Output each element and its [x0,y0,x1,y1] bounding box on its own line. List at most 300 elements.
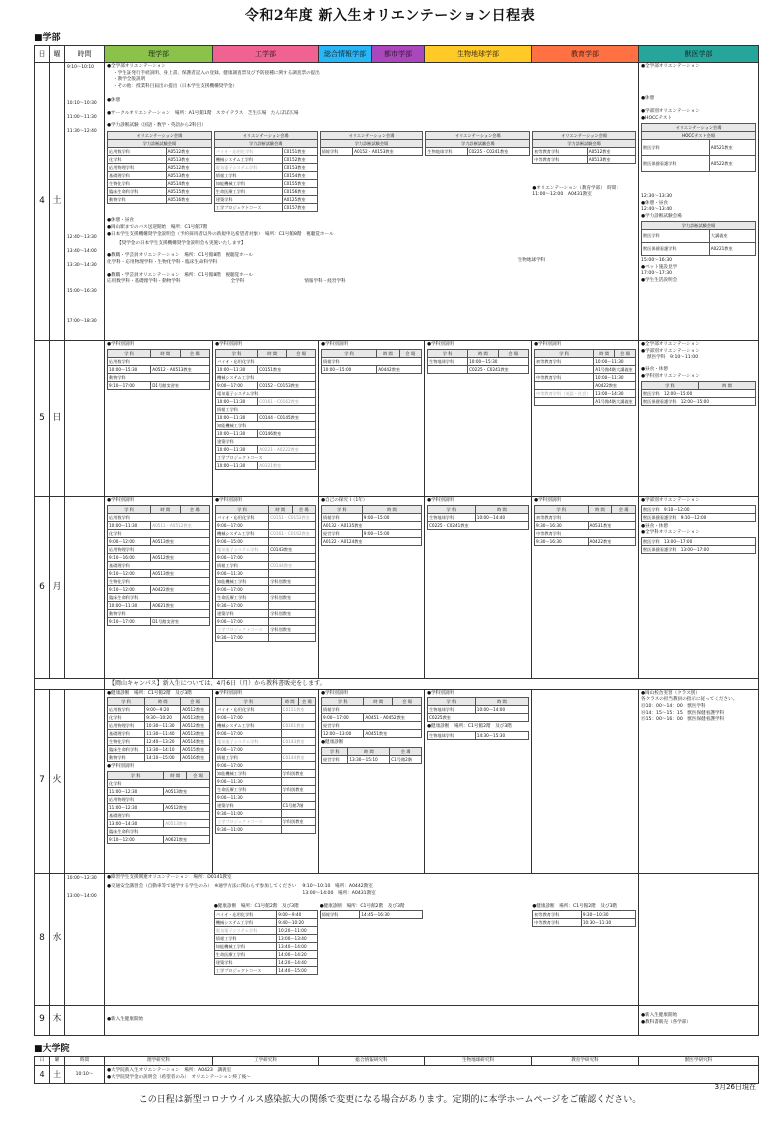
schedule-table [34,45,759,1036]
day8-engineering [214,904,318,978]
all-event: ●休憩 [107,97,121,103]
grad-events [105,1066,759,1084]
time: 9:30〜17:00 [216,601,269,609]
dept: 初等教育学科 [533,911,582,919]
engineering-table [215,697,316,834]
time: 9:10〜12:00 [108,585,151,593]
dept: バイオ・応用化学科 [214,911,277,919]
day-cell: 9 [35,1005,50,1035]
day7-biosphere [425,689,532,873]
grad-row [35,1066,759,1084]
room: 学科別教室 [269,625,316,633]
dept: 電気電子システム学科 [216,389,316,397]
biosphere-heading-2: ●健康診断 場所：C1号館2階 及び3階 [427,724,512,730]
dept: 基礎理学科 [108,730,145,738]
dept: 知能機械工学科 [216,421,316,429]
dept: 生物地球学科 [428,706,476,714]
room: C0151教室 [258,365,316,373]
room: A0512教室 [181,706,210,714]
time: 9:00〜15:00 [216,537,269,545]
vet-time: 12:30〜13:30 [641,193,673,199]
col-time: 時 間 [362,505,421,513]
time: 9:10〜16:00 [108,553,151,561]
room: C0161・C0162教室 [258,397,316,405]
time-cell [65,873,105,1005]
room: C1号館7階 [281,802,315,810]
room: A0512教室 [587,148,635,156]
dept: 応用数学科 [108,706,145,714]
time: 13:40〜14:00 [277,943,317,951]
dept: 機械システム工学科 [216,529,269,537]
time: 9:30〜11:00 [216,826,282,834]
room: C0151教室 [281,706,315,714]
dept: 応用物理学科 [108,795,210,803]
header-day: 日 [35,46,50,63]
dept: 獣医保健看護学科 [642,242,710,255]
scholarship-note: 【奨学金の日本学生支援機構奨学金説明会も実施いたします】 [117,241,246,247]
col-time: 時 間 [348,747,390,755]
col-time: 時 間 [269,505,292,513]
dept: バイオ・応用化学科 [216,513,269,521]
room: C0146教室 [258,429,316,437]
vet-event: ●昼食・休憩 [641,367,668,373]
orient-label: オリエンテーション会場 [426,132,530,140]
teacher-orientation-1 [107,253,636,266]
vet-event: ●新入生健康開始 [641,1013,678,1019]
time: 9:30〜17:00 [216,633,269,641]
dept: 基礎理学科 [108,561,210,569]
day-cell: 6 [35,497,50,679]
time: 9:00〜17:00 [216,553,269,561]
room: A0513教室 [164,787,210,795]
time: 10:00〜11:30 [216,429,258,437]
disclaimer-note: この日程は新型コロナウイルス感染拡大の関係で変更になる場合があります。定期的に本学ホームページをご確認ください。 [138,1095,642,1105]
vet-event: ●休憩 [641,95,655,101]
time-cell [65,497,105,679]
room: A0512教室 [164,803,210,811]
room: A0513教室 [151,569,210,577]
informatics-heading: ●学科別説明 [321,690,348,696]
header-faculty-urban: 都市学部 [372,46,425,63]
dept: 臨床生命科学科 [108,188,167,196]
time: 9:00〜17:00 [216,714,282,722]
col-dept: 学 科 [322,747,348,755]
time: 10:30〜11:30 [145,722,181,730]
day4-veterinary [639,63,759,341]
vet-event: ●学部別オリエンテーション [641,498,700,503]
vet-slot: ⑬10：00〜14：00 獣医学科 [641,703,706,709]
education-room-table [532,131,636,164]
time: 10:00〜14:40 [475,513,528,521]
room: A0513教室 [151,537,210,545]
traffic-row [107,884,636,897]
vet-event: ●学部別オリエンテーション [641,109,700,115]
dept: 機械システム工学科 [214,919,277,927]
room: A0513教室 [181,714,210,722]
time: 12:40〜13:20 [145,738,181,746]
dept: 基礎理学科 [108,172,167,180]
day-cell: 5 [35,341,50,497]
grad-header-informatics: 総合情報研究科 [319,1057,425,1066]
dow-cell: 火 [50,689,65,873]
room: A0513教室 [166,172,211,180]
room: A0122・A0124教室 [322,537,422,545]
day-cell: 8 [35,873,50,1005]
all-event-detail: ・教学全般説明 [113,77,146,83]
hocc-label: HOCCテスト会場 [642,131,756,139]
room: A1号館4階大講義室 [594,365,636,373]
dow-cell: 木 [50,1005,65,1035]
room: A0621教室 [151,601,210,609]
vet-event: 獣医学科 9:10〜11:00 [647,355,699,361]
time: 9:00〜15:00 [362,513,421,521]
col-dept: 学 科 [216,349,258,357]
room: A0513教室 [164,819,210,827]
time: 10:00〜15:00 [322,365,377,373]
time: 14:00〜14:20 [277,951,317,959]
dept: 建築学科 [214,959,277,967]
col-time: 時 間 [281,698,298,706]
vet-note: 各クラスの担当教員の指示に従ってください。 [641,697,738,703]
dept: 化学科 [108,156,167,164]
grad-header [35,1057,759,1066]
test-label: 学力診断試験会場 [320,140,423,148]
dept: 化学科 [108,779,210,787]
vet-event: ●ペット施設見学 [641,264,678,270]
day-row-6 [35,497,759,679]
dept: 初等教育学科 [535,357,594,365]
day5-engineering [213,341,319,497]
room: A0422教室 [594,381,636,389]
vet-event: ●全学部オリエンテーション [641,64,700,69]
time: 9:00〜17:00 [216,730,282,738]
biosphere-table [427,697,529,722]
day8-grid [107,904,636,978]
room: A0513教室 [181,730,210,738]
informatics-table [321,505,422,546]
vet-slot: 獣医学科 13:00〜17:00 [642,538,756,546]
time: 9:00〜17:00 [216,381,258,389]
traffic-times [302,884,375,897]
col-time: 時 間 [164,771,187,779]
dept: 建築学科 [216,609,269,617]
informatics-table [321,349,422,374]
dept: 生命医療工学科 [216,593,269,601]
col-time: 時 間 [258,349,287,357]
room: A0132・A0135教室 [322,521,422,529]
dept: 生物化学科 [108,180,167,188]
day7-informatics [319,689,425,873]
vet-slot: ⑮15：00〜16：00 獣医保健看護学科 [641,717,725,723]
science-room-table [107,131,212,204]
teacher-orientation-1-body [107,253,427,266]
dept: 応用物理学科 [108,722,145,730]
dept: 中等教育学科 [533,919,582,927]
day4-all-faculties [105,63,639,341]
test-label: 学力診断試験会場 [214,140,317,148]
vet-time: 15:00〜16:30 [641,257,673,263]
time: 9:30〜16:30 [535,521,589,529]
col-dept: 学 科 [428,698,476,706]
room: C0144・C0145教室 [258,413,316,421]
col-dept: 学 科 [322,698,364,706]
test-label: 学力診断試験会場 [426,140,530,148]
time: 10:00〜11:30 [108,601,151,609]
col-room: 会 場 [612,505,636,513]
time-label: 13:40〜14:00 [67,249,97,254]
science-health-table [107,697,210,762]
room: A0442教室 [377,365,422,373]
dept: 情報工学科 [216,405,316,413]
teacher-orientation-2-science: 応用数学科・基礎理学科・動物学科 [107,279,181,285]
dept: 獣医学科 [642,229,710,242]
vet-event: ●学生生活説明会 [641,278,678,284]
dept: 建築学科 [214,196,282,204]
dept: 獣医学科 [642,139,710,155]
time-cell [65,689,105,873]
teacher-orientation-2-engineering: 全学科 [230,279,245,285]
dept: 応用数学科 [108,357,210,365]
dept: 生物地球学科 [428,731,476,739]
day-row-8 [35,873,759,1005]
col-room: 会 場 [498,349,529,357]
dept: 知能機械工学科 [216,577,269,585]
dept: 建築学科 [216,437,316,445]
dept: 応用物理学科 [108,164,167,172]
time: 9:10〜12:00 [108,569,151,577]
header-time: 時間 [65,46,105,63]
time: 9:00〜11:30 [216,794,282,802]
col-dept: 学 科 [108,771,164,779]
education-health-table [532,910,636,927]
room: C0155教室 [282,180,317,188]
room: C0225・C0241教室 [468,365,529,373]
header-dow: 曜 [50,46,65,63]
all-event: ●交通安全講習会（自動車等で通学する学生のみ） ※通学方法に関わらず参加してください [107,884,297,890]
room: 学科別教室 [269,593,316,601]
vet-table-2 [641,537,756,554]
time-label: 10:10〜10:30 [67,101,97,106]
col-dept: 学 科 [108,505,151,513]
dept: バイオ・応用化学科 [214,148,282,156]
day8-biosphere [425,904,530,978]
day7-veterinary [639,689,759,873]
room: C1号館2階 [390,755,422,763]
all-event: ●新入生健康開始 [107,1016,144,1022]
header-faculty-veterinary: 獣医学部 [639,46,759,63]
biosphere-table [427,505,529,530]
dept: 工学プロジェクトコース [214,204,282,212]
dept: 機械システム工学科 [214,156,282,164]
dept: 生命医療工学科 [214,951,277,959]
room: A0522教室 [709,155,755,171]
vet-slot: 獣医学科 9:10〜12:00 [642,505,756,513]
room: A0512教室 [151,553,210,561]
dept: 生命医療工学科 [214,188,282,196]
all-event-detail: ・その他：授業科目届出の提出（日本学生支援機構奨学金） [113,84,238,90]
dept: 臨床生命科学科 [108,827,210,835]
time: 13:30〜15:10 [348,755,390,763]
dept: 中等教育学科 [533,156,588,164]
time: 9:00〜11:30 [216,569,269,577]
dept: 情報学科 [320,911,360,919]
time-label: 11:30〜12:40 [67,129,97,134]
page-title: 令和2年度 新入生オリエンテーション日程表 [244,8,536,24]
day-row-9 [35,1005,759,1035]
vet-slot: 獣医保健看護学科 9:10〜12:00 [642,513,756,521]
room: A0513教室 [587,156,635,164]
col-time: 時 間 [698,381,755,389]
biosphere-table [427,349,529,374]
day8-all-faculties [105,873,639,1005]
engineering-table [215,349,316,470]
time: 9:00〜9:40 [277,911,317,919]
time: 10:00〜11:30 [216,413,258,421]
col-dept: 学 科 [322,505,363,513]
time: 13:00〜14:30 [108,819,164,827]
room: C0144教室 [269,561,316,569]
science-table [107,505,210,626]
col-room: 会 場 [615,349,636,357]
time-cell [65,1005,105,1035]
room: 大講義室 [709,229,755,242]
informatics-heading: ●自己の探究 Ⅰ（1年） [321,498,368,503]
time-cell [65,63,105,341]
dept: 初等教育学科 [533,148,588,156]
col-room: 会 場 [180,349,209,357]
room: C0154教室 [282,172,317,180]
room: C0152教室 [282,156,317,164]
room: A0531教室 [588,521,635,529]
day7-science [105,689,213,873]
time: 14:20〜14:40 [277,959,317,967]
col-room: 会 場 [298,698,315,706]
col-time: 時 間 [594,349,615,357]
header-faculty-biosphere: 生物地球学部 [425,46,532,63]
room: A0514教室 [181,738,210,746]
day5-education [532,341,639,497]
vet-event: ●岡山校舎実習（クラス別） [641,690,700,696]
dept: 情報工学科 [214,172,282,180]
time: 13:00〜14:30 [594,389,636,397]
time-label: 11:00〜11:30 [67,115,97,120]
col-time: 時 間 [475,698,528,706]
orient-label: オリエンテーション会場 [642,123,756,131]
day5-biosphere [425,341,532,497]
dept: 経営学科 [322,755,348,763]
dept: 応用物理学科 [108,545,210,553]
header-row [35,46,759,63]
grad-header-day: 日 [35,1057,50,1066]
test-rooms [107,130,636,214]
col-time: 時 間 [145,698,181,706]
dept: 臨床生命科学科 [108,593,210,601]
room: A0515教室 [166,188,211,196]
dept: 経営学科 [322,722,422,730]
dept: 基礎理学科 [108,811,210,819]
col-room: 会 場 [187,771,210,779]
engineering-heading: ●学科別説明 [215,498,242,503]
room: A0422教室 [151,585,210,593]
vet-event: ●昼食・休憩 [641,523,668,529]
col-time: 時 間 [475,505,528,513]
vet-test-table [641,221,756,256]
vet-event: ●HOCCテスト [641,116,673,122]
room: A0516教室 [166,196,211,204]
time: 11:00〜12:30 [108,787,164,795]
dept: 情報学科 [322,357,422,365]
grad-header-dow: 曜 [50,1057,65,1066]
col-room: 会 場 [393,698,422,706]
day6-veterinary [639,497,759,679]
dept: 情報工学科 [214,935,277,943]
day5-informatics [319,341,425,497]
room: 学科別教室 [281,818,315,826]
textbook-notice: 【岡山キャンパス】新入生については、4月6日（月）から教科書販売をします。 [105,679,759,690]
dept: 生物地球学科 [428,357,468,365]
dept: 情報学科 [320,148,353,156]
test-label: 学力診断試験会場 [533,140,636,148]
dept: 中等教育学科 [535,529,636,537]
dept: 応用数学科 [108,513,210,521]
day8-informatics [320,904,424,978]
day5-science [105,341,213,497]
time: 10:00〜11:30 [216,445,258,453]
dept: 応用数学科 [108,148,167,156]
day6-science [105,497,213,679]
col-room: 会 場 [180,505,209,513]
room: A0152・A0153教室 [353,148,423,156]
room: A0513教室 [166,156,211,164]
dept: 臨床生命科学科 [108,746,145,754]
grad-event: ●大学院新入生オリエンテーション 場所：A0423 講義室 [107,1067,232,1073]
science-heading-2: ●学科別説明 [107,764,134,770]
room: A0511・A0512教室 [151,521,210,529]
day6-education [532,497,639,679]
room: A0516教室 [181,754,210,762]
day-cell: 4 [35,63,50,341]
teacher-orientation-2-title: ●教職・学芸員オリエンテーション 場所：C1号館8階 視聴覚ホール [107,272,253,278]
grad-table [34,1056,759,1084]
all-time: 9:10〜10:10 場所：A0442教室 [302,884,373,890]
vet-room-table [641,123,756,172]
engineering-heading: ●学科別説明 [215,342,242,347]
dept: 電気電子システム学科 [216,545,269,553]
day9-veterinary [639,1005,759,1035]
science-dept-table [107,771,210,844]
engineering-health-table [214,910,318,975]
time: 9:10〜17:00 [108,381,151,389]
dept: バイオ・応用化学科 [216,706,282,714]
header-faculty-science: 理学部 [105,46,213,63]
dept: 生物化学科 [108,738,145,746]
orient-label: オリエンテーション会場 [108,132,212,140]
time-label: 12:40〜13:30 [67,235,97,240]
time: 10:00〜15:30 [468,357,529,365]
room: D1号館実習室 [151,617,210,625]
grad-header-engineering: 工学研究科 [213,1057,319,1066]
room: A0512・A0513教室 [151,365,210,373]
dept: 生物化学科 [108,577,210,585]
time: 10:00〜11:30 [594,373,636,381]
informatics-rooms [320,130,424,214]
col-dept: 学 科 [322,349,377,357]
vet-event: ●教科書販売（各学部） [641,1020,691,1025]
education-orientation: ●オリエンテーション（教育学部） 時間：11:00〜12:00 A0431教室 [532,186,621,197]
teacher-orientation-biosphere: 生物地球学科 [517,258,546,264]
biosphere-heading: ●学科別説明 [427,690,454,696]
education-table [534,505,636,546]
